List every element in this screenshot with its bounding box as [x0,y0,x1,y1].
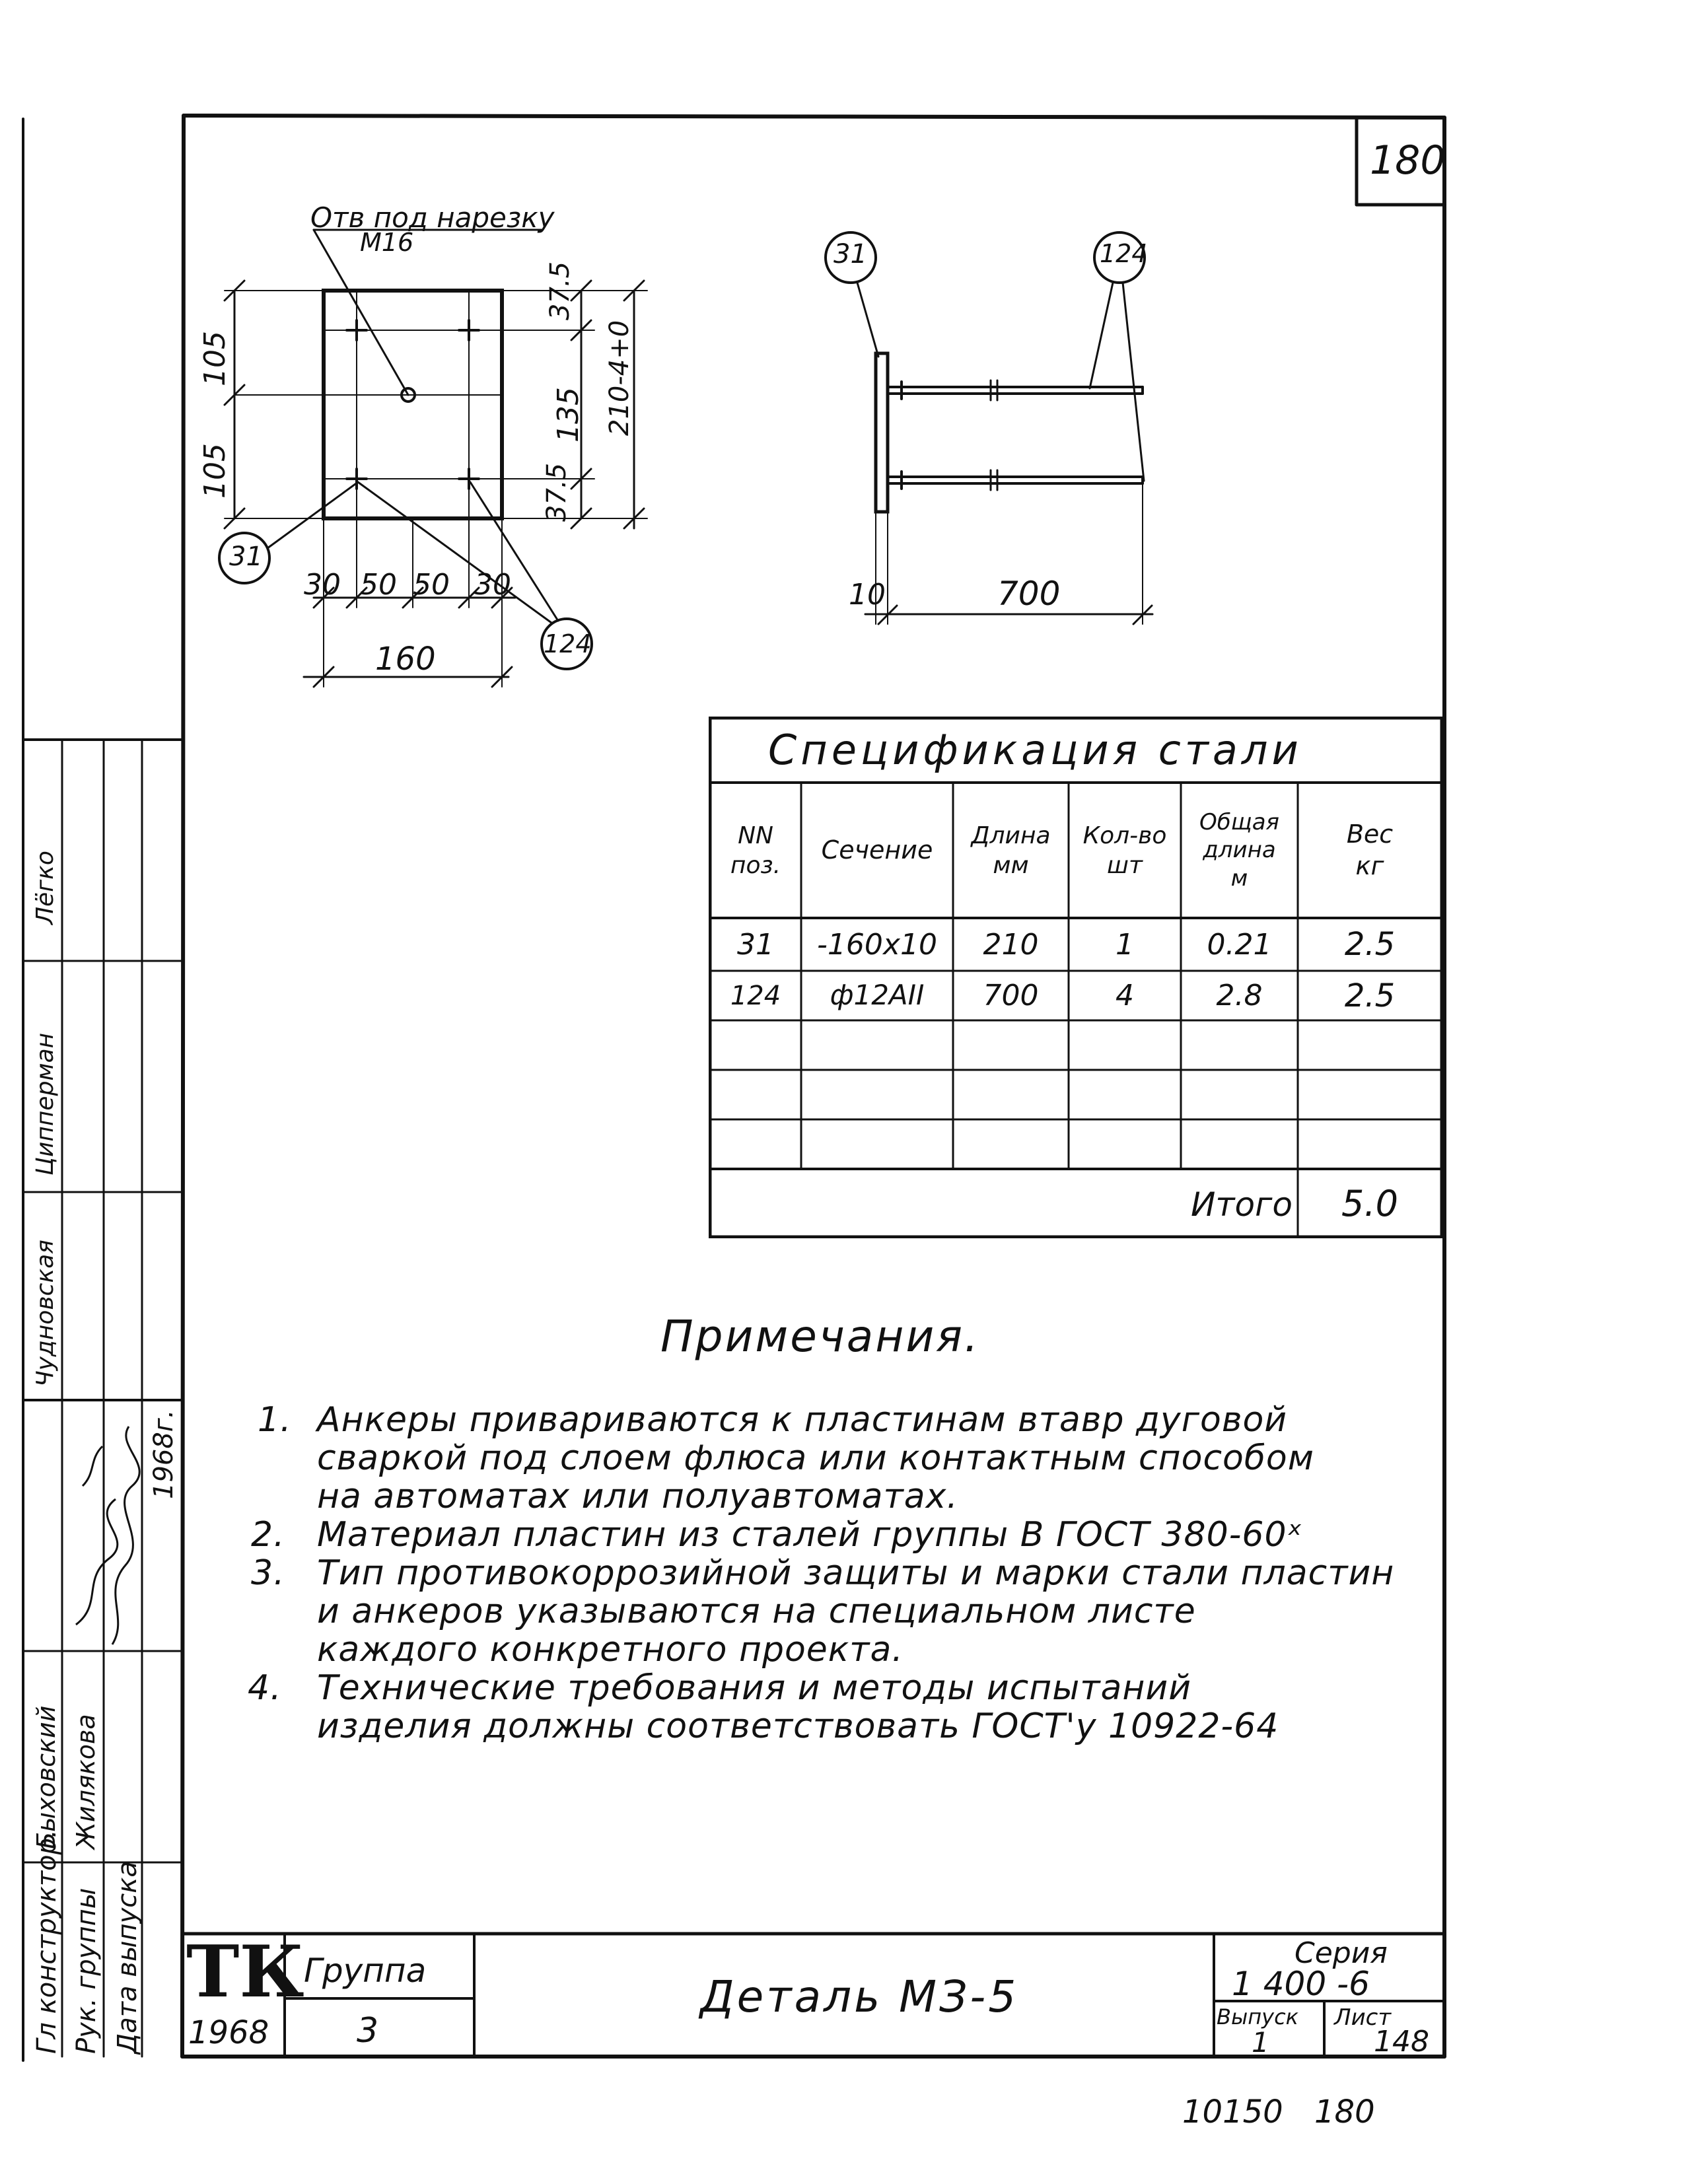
dim-left-upper: 105 [198,331,232,386]
row1-length: 210 [983,927,1039,962]
row2-section: ф12АII [830,979,925,1012]
dim-bottom-total: 160 [375,641,436,678]
stamp-upper-name-2: Ципперман [32,1032,59,1176]
header-weight-line2: кг [1355,851,1384,880]
spec-total-value: 5.0 [1341,1182,1398,1224]
header-pos [710,783,801,918]
note-1-line1: Анкеры привариваются к пластинам втавр дуговой [317,1400,1288,1440]
row2-total-length: 2.8 [1216,979,1263,1012]
note-4-line1: Технические требования и методы испытаний [317,1668,1192,1708]
header-weight [1298,783,1442,918]
title-year: 1968 [188,2014,269,2051]
dim-bottom-part-3: 50 [413,568,450,602]
note-4-num: 4. [248,1668,282,1708]
plan-callout-plate: 31 [229,542,263,572]
dim-bottom-part-4: 30 [474,568,511,602]
stamp-name-1: Быховский [32,1705,61,1849]
header-total-length-line3: м [1230,864,1248,892]
note-4-line2: изделия должны соответствовать ГОСТ'у 10922-64 [317,1707,1279,1746]
note-3-line2: и анкеров указываются на специальном листе [317,1592,1196,1631]
footer-number-1: 10150 [1182,2094,1283,2131]
stamp-role-chief-designer: Гл конструктор. [32,1829,62,2054]
note-2-num: 2. [251,1515,285,1555]
dim-right-total: 210-4+0 [604,320,635,436]
dim-left-lower: 105 [198,443,232,499]
header-pos-line2: поз. [730,851,781,879]
side-callout-anchor: 124 [1100,239,1148,268]
header-total-length-line1: Общая [1199,808,1280,835]
row2-weight: 2.5 [1344,977,1396,1014]
issue-value: 1 [1252,2026,1269,2059]
row2-length: 700 [983,979,1039,1012]
header-section-line1: Сечение [821,835,933,864]
dim-bottom-part-2: 50 [360,568,397,602]
plan-view-drawing [185,198,687,700]
header-total-length-line2: длина [1203,837,1276,864]
group-label: Группа [304,1952,427,1990]
note-1-num: 1. [258,1400,292,1440]
stamp-role-issue-date: Дата выпуска [112,1861,143,2054]
sheet-label: Лист [1334,2004,1392,2031]
footer-number-2: 180 [1314,2094,1375,2131]
side-dim-thickness: 10 [849,578,886,612]
note-2-line1: Материал пластин из сталей группы В ГОСТ 380-60ˣ [317,1515,1303,1555]
signature-marks [63,1407,142,1651]
note-3-num: 3. [251,1553,285,1593]
row1-pos: 31 [737,927,774,962]
header-qty [1069,783,1181,918]
header-length [953,783,1069,918]
side-callout-plate: 31 [833,239,867,269]
dim-right-middle: 135 [551,387,585,442]
header-length-line1: Длина [971,822,1051,849]
row1-qty: 1 [1116,927,1134,962]
series-value: 1 400 -6 [1232,1965,1370,2003]
header-pos-line1: NN [738,822,773,849]
note-3-line1: Тип противокоррозийной защиты и марки стали пластин [317,1553,1395,1593]
stamp-upper-top-text: Лёгко [32,851,59,925]
row1-weight: 2.5 [1344,926,1396,963]
issue-label: Выпуск [1217,2004,1298,2029]
row2-pos: 124 [730,980,781,1011]
hole-note-line1: Отв под нарезку [310,201,555,234]
notes-title: Примечания. [660,1311,980,1362]
spec-total-label: Итого [1191,1185,1293,1224]
note-1-line3: на автоматах или полуавтоматах. [317,1477,958,1516]
tk-logo: ТК [186,1930,304,2014]
stamp-role-group-head: Рук. группы [71,1887,102,2054]
dim-bottom-part-1: 30 [304,568,341,602]
stamp-name-2: Жилякова [71,1714,100,1849]
spec-table-title: Спецификация стали [768,726,1302,774]
header-qty-line2: шт [1107,851,1143,879]
drawing-title: Деталь МЗ-5 [700,1971,1019,2022]
plan-callout-anchor: 124 [544,629,592,658]
dim-right-bottom: 37.5 [542,462,572,522]
hole-note-line2: М16 [360,228,414,257]
stamp-upper-name-1: Чудновская [32,1240,59,1387]
series-label: Серия [1294,1936,1388,1970]
corner-sheet-number: 180 [1370,137,1446,184]
row1-section: -160х10 [817,927,937,962]
group-value: 3 [357,2011,379,2051]
note-1-line2: сваркой под слоем флюса или контактным способом [317,1438,1314,1478]
dim-right-top: 37.5 [545,261,575,320]
stamp-date: 1968г. [149,1409,179,1499]
header-total-length [1181,783,1298,918]
header-qty-line1: Кол-во [1082,822,1167,849]
spec-table [709,717,1443,1238]
header-section [801,783,953,918]
sheet-value: 148 [1374,2025,1429,2059]
note-3-line3: каждого конкретного проекта. [317,1630,904,1670]
header-weight-line1: Вес [1346,820,1394,849]
row1-total-length: 0.21 [1207,927,1272,962]
row2-qty: 4 [1116,979,1134,1012]
side-dim-length: 700 [997,575,1061,613]
header-length-line2: мм [993,851,1029,879]
